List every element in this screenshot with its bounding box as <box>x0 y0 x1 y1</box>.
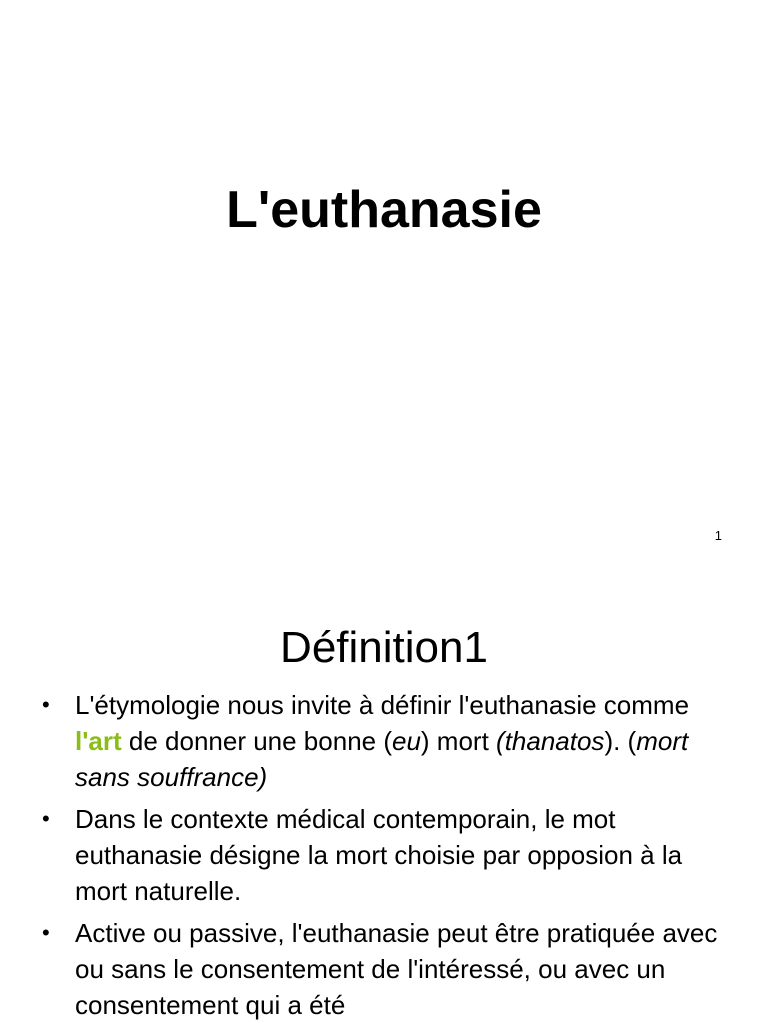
slide-number: 1 <box>714 528 722 543</box>
slide-title: L'euthanasie <box>226 181 542 239</box>
italic-term: eu <box>392 726 421 756</box>
bullet-list <box>40 687 740 1029</box>
text-run: de donner une bonne ( <box>121 726 392 756</box>
bullet-item <box>40 801 740 909</box>
text-run: L'étymologie nous invite à définir l'euthanasie comme <box>75 690 690 720</box>
text-run: ) mort <box>420 726 497 756</box>
text-run: ). ( <box>604 726 637 756</box>
bullet-dot-icon: • <box>42 692 50 717</box>
slide-title: Définition1 <box>280 623 488 672</box>
bullet-dot-icon: • <box>42 920 50 945</box>
bullet-item <box>40 687 740 795</box>
bullet-dot-icon: • <box>42 806 50 831</box>
bullet-text <box>75 690 689 792</box>
bullet-text: Active ou passive, l'euthanasie peut être pratiquée avec ou sans le consentement de l'intéressé, ou avec un consentement qui a été <box>75 918 718 1020</box>
bullet-text: Dans le contexte médical contemporain, le mot euthanasie désigne la mort choisie par opposion à la mort naturelle. <box>75 804 683 906</box>
bullet-item <box>40 915 740 1023</box>
highlighted-term: l'art <box>75 726 122 756</box>
slide-2 <box>0 576 768 1024</box>
italic-term: (thanatos <box>496 726 605 756</box>
italic-term: mort sans souffrance) <box>75 726 689 792</box>
